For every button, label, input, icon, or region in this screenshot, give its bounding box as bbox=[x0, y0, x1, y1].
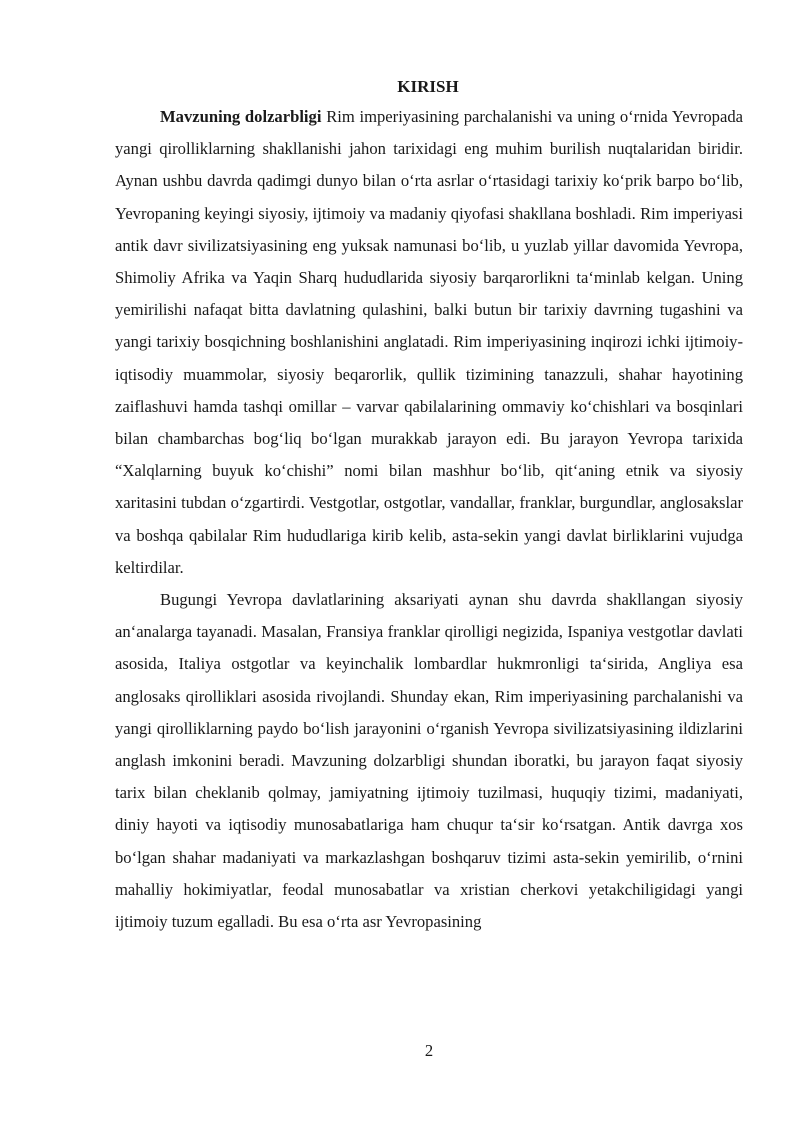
paragraph-text: Bugungi Yevropa davlatlarining aksariyati aynan shu davrda shakllangan siyosiy an‘analarga tayanadi. Masalan, Fransiya franklar qirolligi negizida, Ispaniya vestgotlar davlati asosida, Italiya ostgotlar va keyinchalik lombardlar hukmronligi ta‘sirida, Angliya esa anglosaks qirolliklari asosida rivojlandi. Shunday ekan, Rim imperiyasining parchalanishi va yangi qirolliklarning paydo bo‘lish jarayonini o‘rganish Yevropa sivilizatsiyasining ildizlarini anglash imkonini beradi. Mavzuning dolzarbligi shundan iboratki, bu jarayon faqat siyosiy tarix bilan cheklanib qolmay, jamiyatning ijtimoiy tuzilmasi, huquqiy tizimi, madaniyati, diniy hayoti va iqtisodiy munosabatlariga ham chuqur ta‘sir ko‘rsatgan. Antik davrga xos bo‘lgan shahar madaniyati va markazlashgan boshqaruv tizimi asta-sekin yemirilib, o‘rnini mahalliy hokimiyatlar, feodal munosabatlar va xristian cherkovi yetakchiligidagi yangi ijtimoiy tuzum egalladi. Bu esa o‘rta asr Yevropasining bbox=[115, 590, 743, 932]
paragraph-1 bbox=[115, 101, 743, 584]
paragraph-text: Rim imperiyasining parchalanishi va uning o‘rnida Yevropada yangi qirolliklarning shakllanishi jahon tarixidagi eng muhim burilish nuqtalaridan biridir. Aynan ushbu davrda qadimgi dunyo bilan o‘rta asrlar o‘rtasidagi tarixiy ko‘prik barpo bo‘lib, Yevropaning keyingi siyosiy, ijtimoiy va madaniy qiyofasi shakllana boshladi. Rim imperiyasi antik davr sivilizatsiyasining eng yuksak namunasi bo‘lib, u yuzlab yillar davomida Yevropa, Shimoliy Afrika va Yaqin Sharq hududlarida siyosiy barqarorlikni ta‘minlab kelgan. Uning yemirilishi nafaqat bitta davlatning qulashini, balki butun bir tarixiy davrning tugashini va yangi tarixiy bosqichning boshlanishini anglatadi. Rim imperiyasining inqirozi ichki ijtimoiy-iqtisodiy muammolar, siyosiy beqarorlik, qullik tizimining tanazzuli, shahar hayotining zaiflashuvi hamda tashqi omillar – varvar qabilalarining ommaviy ko‘chishlari va bosqinlari bilan chambarchas bog‘liq bo‘lgan murakkab jarayon edi. Bu jarayon Yevropa tarixida “Xalqlarning buyuk ko‘chishi” nomi bilan mashhur bo‘lib, qit‘aning etnik va siyosiy xaritasini tubdan o‘zgartirdi. Vestgotlar, ostgotlar, vandallar, franklar, burgundlar, anglosakslar va boshqa qabilalar Rim hududlariga kirib kelib, asta-sekin yangi davlat birliklarini vujudga keltirdilar. bbox=[115, 107, 743, 577]
paragraph-lead: Mavzuning dolzarbligi bbox=[160, 107, 322, 126]
body-text bbox=[115, 101, 743, 938]
paragraph-2 bbox=[115, 584, 743, 938]
section-heading: KIRISH bbox=[397, 77, 459, 96]
page-number: 2 bbox=[424, 1041, 434, 1060]
